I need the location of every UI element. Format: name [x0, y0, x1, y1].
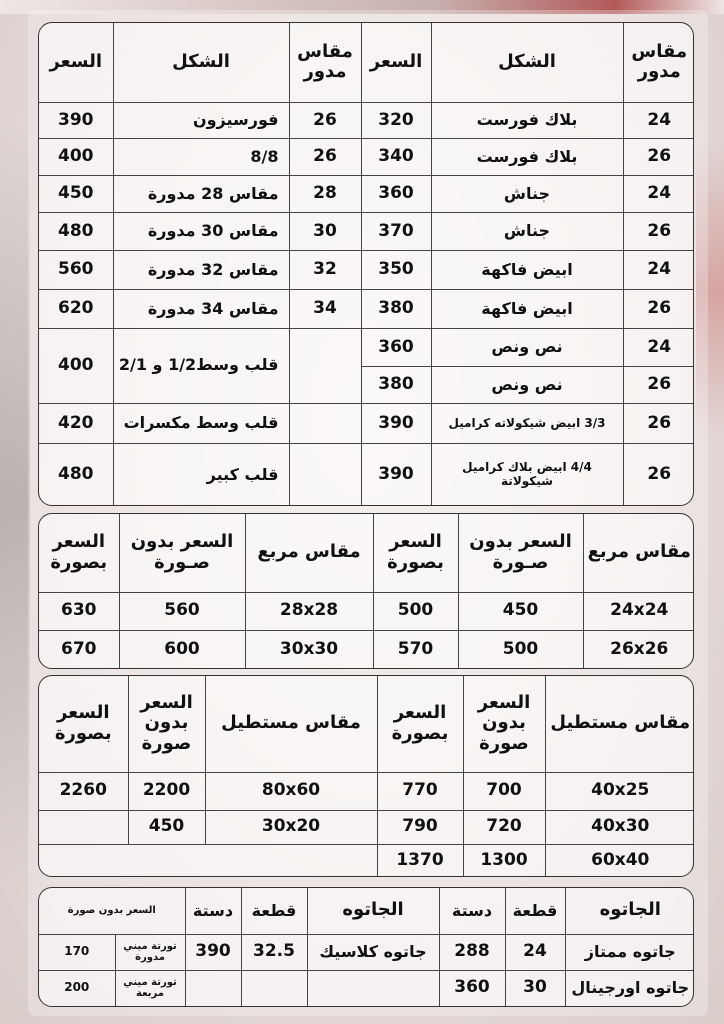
table-row	[39, 772, 694, 810]
table-row	[39, 289, 694, 328]
shape-cell: مقاس 30 مدورة	[113, 212, 289, 251]
no-photo-price-cell: 720	[463, 810, 545, 844]
table-row	[39, 328, 694, 367]
dozen-price-cell: 360	[439, 970, 505, 1006]
shape-cell: بلاك فورست	[431, 102, 623, 139]
photo-price-cell: 790	[377, 810, 463, 844]
empty-cell	[39, 844, 128, 877]
price-cell: 560	[39, 251, 113, 290]
table-row	[39, 176, 694, 213]
header-photo: السعر بصورة	[39, 676, 128, 772]
size-cell: 60x40	[545, 844, 694, 877]
no-photo-price-cell: 450	[458, 592, 583, 630]
shape-cell: 4/4 ابيض بلاك كراميل شيكولاتة	[431, 444, 623, 505]
gateau-name-cell: جاتوه كلاسيك	[307, 934, 439, 970]
size-cell: 40x25	[545, 772, 694, 810]
size-cell	[289, 444, 361, 505]
price-cell: 360	[361, 328, 431, 367]
round-cakes-table	[38, 22, 694, 506]
size-cell	[289, 328, 361, 403]
size-cell: 26	[623, 289, 694, 328]
shape-cell: قلب وسط مكسرات	[113, 403, 289, 444]
no-photo-price-cell: 1300	[463, 844, 545, 877]
header-size: مقاس مستطيل	[545, 676, 694, 772]
size-cell: 28x28	[245, 592, 373, 630]
size-cell: 24	[623, 251, 694, 290]
table-row	[39, 592, 694, 630]
header-no-photo: السعر بدون صـورة	[458, 514, 583, 592]
shape-cell: 8/8	[113, 139, 289, 176]
no-photo-price-cell: 700	[463, 772, 545, 810]
piece-price-cell: 30	[505, 970, 565, 1006]
size-cell: 24	[623, 176, 694, 213]
size-cell: 28	[289, 176, 361, 213]
price-cell: 340	[361, 139, 431, 176]
rectangle-cakes-table	[38, 675, 694, 877]
header-dozen: دستة	[439, 888, 505, 934]
table-row	[39, 810, 694, 844]
dozen-price-cell: 288	[439, 934, 505, 970]
photo-price-cell: 630	[39, 592, 119, 630]
header-size: مقاس مستطيل	[205, 676, 377, 772]
shape-cell: جناش	[431, 212, 623, 251]
piece-price-cell: 32.5	[241, 934, 307, 970]
price-cell: 480	[39, 212, 113, 251]
no-photo-price-cell: 500	[458, 630, 583, 669]
header-photo: السعر بصورة	[373, 514, 458, 592]
header-photo: السعر بصورة	[377, 676, 463, 772]
no-photo-price-cell: 2200	[128, 772, 205, 810]
header-gateau: الجاتوه	[565, 888, 694, 934]
header-size: مقاس مربع	[583, 514, 694, 592]
gateau-name-cell: جاتوه ممتاز	[565, 934, 694, 970]
square-cakes-table	[38, 513, 694, 669]
price-cell: 620	[39, 289, 113, 328]
header-no-photo: السعر بدون صورة	[128, 676, 205, 772]
piece-price-cell	[241, 970, 307, 1006]
price-cell: 320	[361, 102, 431, 139]
mini-cake-name: تورتة ميني مدورة	[115, 934, 185, 970]
size-cell: 24x24	[583, 592, 694, 630]
table-row	[39, 934, 694, 970]
header-size: مقاس مربع	[245, 514, 373, 592]
shape-cell: بلاك فورست	[431, 139, 623, 176]
header-size: مقاس مدور	[289, 23, 361, 102]
table-row	[39, 212, 694, 251]
photo-price-cell: 670	[39, 630, 119, 669]
shape-cell: 3/3 ابيض شيكولاته كراميل	[431, 403, 623, 444]
shape-cell: نص ونص	[431, 367, 623, 404]
header-dozen: دستة	[185, 888, 241, 934]
price-cell: 420	[39, 403, 113, 444]
mini-cake-price: 170	[39, 934, 115, 970]
gateau-name-cell	[307, 970, 439, 1006]
size-cell: 26	[623, 444, 694, 505]
piece-price-cell: 24	[505, 934, 565, 970]
no-photo-price-cell: 560	[119, 592, 245, 630]
price-cell: 390	[361, 444, 431, 505]
no-photo-price-cell: 600	[119, 630, 245, 669]
table-row	[39, 444, 694, 505]
price-cell: 400	[39, 139, 113, 176]
header-no-photo: السعر بدون صورة	[39, 888, 185, 934]
photo-price-cell: 2260	[39, 772, 128, 810]
size-cell: 30x30	[245, 630, 373, 669]
price-cell: 480	[39, 444, 113, 505]
gateau-name-cell: جاتوه اورجينال	[565, 970, 694, 1006]
table-row	[39, 403, 694, 444]
shape-cell: ابيض فاكهة	[431, 289, 623, 328]
empty-cell	[205, 844, 377, 877]
size-cell: 26	[623, 212, 694, 251]
table-row	[39, 630, 694, 669]
price-cell: 360	[361, 176, 431, 213]
size-cell: 80x60	[205, 772, 377, 810]
price-cell: 370	[361, 212, 431, 251]
price-cell: 380	[361, 289, 431, 328]
dozen-price-cell	[185, 970, 241, 1006]
size-cell: 32	[289, 251, 361, 290]
price-cell: 380	[361, 367, 431, 404]
size-cell: 24	[623, 102, 694, 139]
header-price: السعر	[39, 23, 113, 102]
size-cell: 26	[289, 102, 361, 139]
header-no-photo: السعر بدون صورة	[463, 676, 545, 772]
header-shape: الشكل	[113, 23, 289, 102]
price-cell: 450	[39, 176, 113, 213]
photo-price-cell: 1370	[377, 844, 463, 877]
dozen-price-cell: 390	[185, 934, 241, 970]
shape-cell: فورسيزون	[113, 102, 289, 139]
table-row	[39, 251, 694, 290]
no-photo-price-cell: 450	[128, 810, 205, 844]
shape-cell: نص ونص	[431, 328, 623, 367]
mini-cake-name: تورتة ميني مربعة	[115, 970, 185, 1006]
header-gateau: الجاتوه	[307, 888, 439, 934]
header-no-photo: السعر بدون صـورة	[119, 514, 245, 592]
header-piece: قطعة	[505, 888, 565, 934]
size-cell: 26	[623, 403, 694, 444]
size-cell: 26	[289, 139, 361, 176]
size-cell: 40x30	[545, 810, 694, 844]
shape-cell: قلب كبير	[113, 444, 289, 505]
size-cell: 30	[289, 212, 361, 251]
photo-price-cell: 770	[377, 772, 463, 810]
table-row	[39, 102, 694, 139]
shape-cell: مقاس 32 مدورة	[113, 251, 289, 290]
shape-cell: مقاس 34 مدورة	[113, 289, 289, 328]
header-price: السعر	[361, 23, 431, 102]
size-cell: 26	[623, 367, 694, 404]
header-piece: قطعة	[241, 888, 307, 934]
table-row	[39, 139, 694, 176]
shape-cell: ابيض فاكهة	[431, 251, 623, 290]
header-photo: السعر بصورة	[39, 514, 119, 592]
header-shape: الشكل	[431, 23, 623, 102]
table-row	[39, 844, 694, 877]
mini-cake-price: 200	[39, 970, 115, 1006]
header-size: مقاس مدور	[623, 23, 694, 102]
shape-cell: مقاس 28 مدورة	[113, 176, 289, 213]
size-cell: 26	[623, 139, 694, 176]
table-row	[39, 970, 694, 1006]
size-cell: 26x26	[583, 630, 694, 669]
empty-cell	[128, 844, 205, 877]
gateau-table	[38, 887, 694, 1007]
price-cell: 390	[39, 102, 113, 139]
photo-price-cell	[39, 810, 128, 844]
shape-cell: جناش	[431, 176, 623, 213]
price-cell: 350	[361, 251, 431, 290]
photo-price-cell: 570	[373, 630, 458, 669]
background-left	[0, 120, 30, 880]
size-cell: 24	[623, 328, 694, 367]
size-cell	[289, 403, 361, 444]
size-cell: 34	[289, 289, 361, 328]
size-cell: 30x20	[205, 810, 377, 844]
shape-cell: قلب وسط1/2 و 2/1	[113, 328, 289, 403]
price-cell: 400	[39, 328, 113, 403]
photo-price-cell: 500	[373, 592, 458, 630]
price-cell: 390	[361, 403, 431, 444]
